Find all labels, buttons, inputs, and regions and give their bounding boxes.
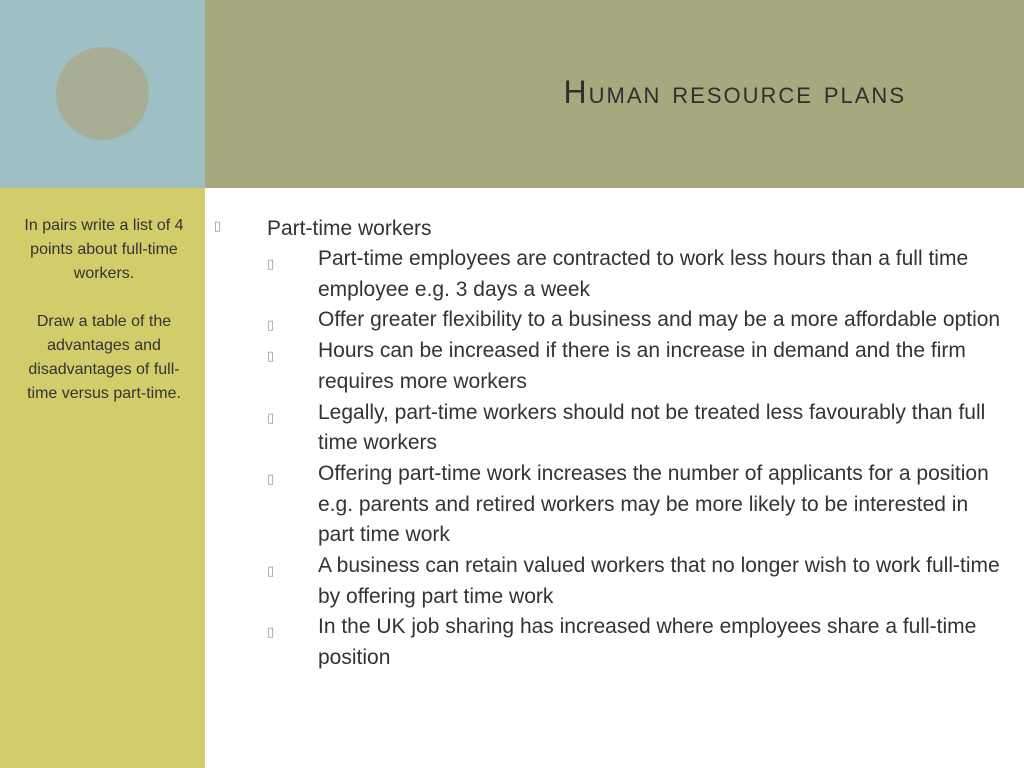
list-item: [205, 398, 1024, 459]
list-item: [205, 305, 1024, 336]
bullet-icon: ▯: [214, 218, 222, 233]
slide-content: [205, 188, 1024, 768]
bullet-icon: ▯: [267, 409, 275, 425]
side-panel: [0, 188, 205, 768]
list-item-text: A business can retain valued workers that no longer wish to work full-time by offering part time work: [318, 554, 1000, 608]
bullet-heading: Part-time workers: [267, 217, 432, 240]
list-item-text: Legally, part-time workers should not be treated less favourably than full time workers: [318, 400, 986, 455]
bullet-icon: ▯: [267, 256, 275, 271]
bullet-icon: ▯: [267, 624, 275, 640]
title-band: [205, 0, 1024, 188]
sub-bullet-list: [205, 244, 1024, 674]
side-paragraph: In pairs write a list of 4 points about full-time workers.: [24, 217, 184, 282]
header-accent-block: [0, 0, 205, 188]
list-item: [205, 551, 1024, 612]
list-item-text: In the UK job sharing has increased where employees share a full-time position: [318, 615, 977, 670]
list-item: [205, 612, 1024, 673]
list-item: [205, 244, 1024, 305]
bullet-icon: ▯: [267, 348, 275, 364]
bullet-icon: ▯: [267, 563, 275, 579]
slide-title: Human resource plans: [563, 74, 906, 110]
list-item-text: Offer greater flexibility to a business and may be a more affordable option: [318, 308, 1001, 332]
list-item-text: Part-time employees are contracted to work less hours than a full time employee e.g. 3 days a week: [318, 247, 969, 301]
side-instructions: [14, 214, 194, 406]
bullet-icon: ▯: [267, 470, 275, 486]
list-item: [205, 336, 1024, 397]
bullet-icon: ▯: [267, 317, 275, 333]
side-paragraph: Draw a table of the advantages and disadvantages of full-time versus part-time.: [27, 313, 181, 402]
decorative-circle: [56, 47, 149, 140]
list-item-text: Hours can be increased if there is an increase in demand and the firm requires more workers: [318, 339, 966, 393]
list-item: [205, 459, 1024, 551]
list-item-text: Offering part-time work increases the number of applicants for a position e.g. parents and retired workers may be more likely to be interested in part time work: [318, 461, 989, 547]
